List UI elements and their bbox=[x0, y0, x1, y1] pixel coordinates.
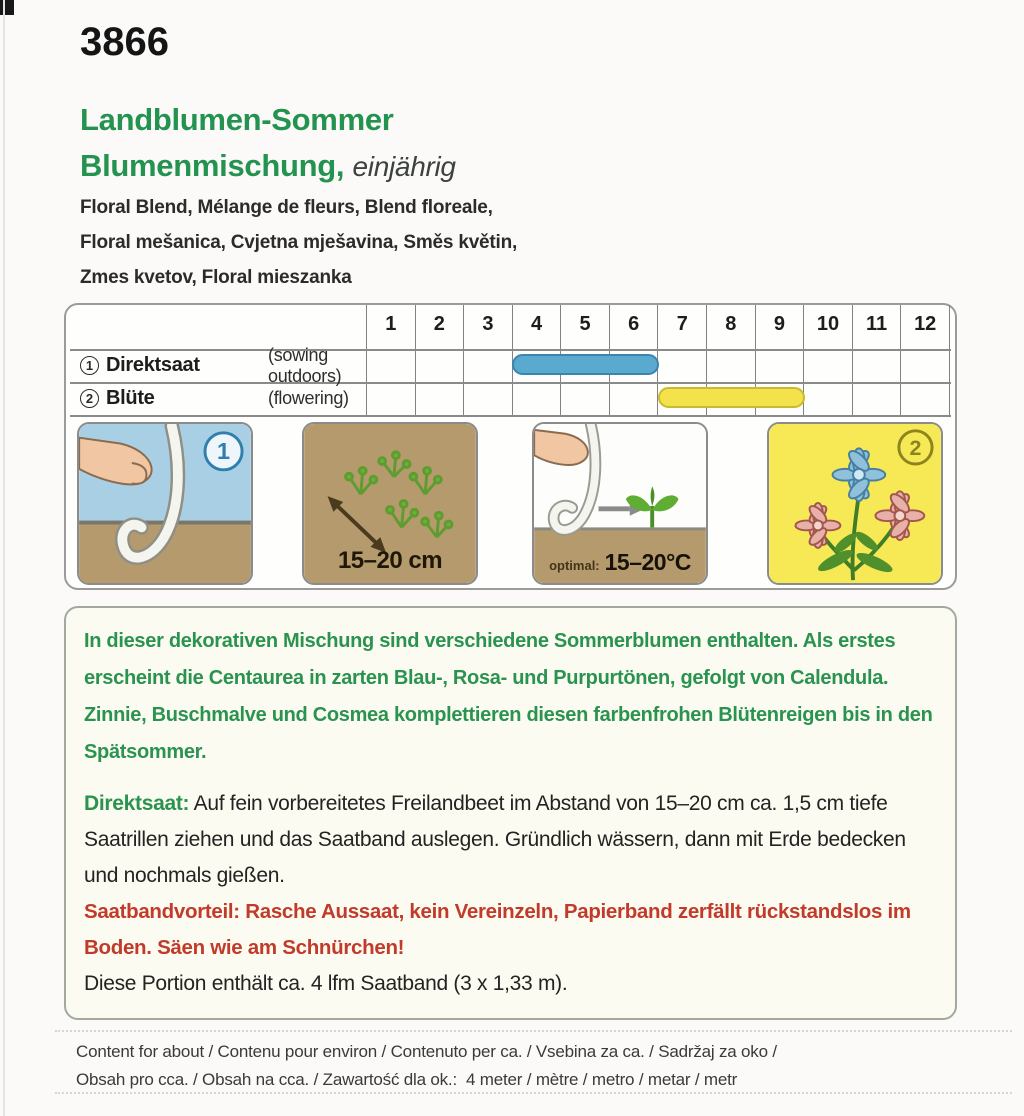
direktsaat-label: Direktsaat: bbox=[84, 792, 190, 815]
month-cell: 2 bbox=[416, 305, 465, 415]
badge-number: 1 bbox=[217, 438, 231, 465]
sowing-period-bar bbox=[512, 354, 659, 375]
perforation-line bbox=[55, 1092, 1012, 1094]
badge-number: 2 bbox=[909, 436, 922, 461]
footer-line: Obsah pro cca. / Obsah na cca. / Zawartość dla ok.: 4 meter / mètre / metro / metar / metr bbox=[76, 1070, 738, 1089]
direktsaat-text: Auf fein vorbereitetes Freilandbeet im Abstand von 15–20 cm ca. 1,5 cm tiefe Saatrillen ziehen und das Saatband auslegen. Gründlich wässern, dann mit Erde bedecken und nochmals gießen. bbox=[84, 792, 906, 887]
flowering-period-bar bbox=[658, 387, 805, 408]
seed-tape-icon bbox=[79, 424, 251, 583]
flowers-icon bbox=[769, 424, 941, 583]
month-cell: 1 bbox=[367, 305, 416, 415]
sowing-calendar bbox=[64, 303, 957, 590]
title-line2: Blumenmischung, einjährig bbox=[80, 148, 456, 183]
row-sublabel: (sowing outdoors) bbox=[268, 344, 342, 386]
month-cell: 9 bbox=[756, 305, 805, 415]
row-label: Direktsaat bbox=[106, 354, 200, 376]
mixture-description: In dieser dekorativen Mischung sind verschiedene Sommerblumen enthalten. Als erstes erscheint die Centaurea in zarten Blau-, Rosa- und Purpurtönen, gefolgt von Calendula. Zinnie, Buschmalve und Cosmea komplettieren diesen farbenfrohen Blütenreigen bis in den Spätsommer. bbox=[84, 630, 933, 763]
seed-tape-pictogram bbox=[77, 422, 253, 585]
footer-line: Content for about / Contenu pour environ / Contenuto per ca. / Vsebina za ca. / Sadržaj za oko / bbox=[76, 1042, 777, 1061]
translation-line: Zmes kvetov, Floral mieszanka bbox=[80, 267, 352, 288]
circled-1-icon: 1 bbox=[80, 356, 99, 375]
row-sublabel: (flowering) bbox=[268, 388, 349, 408]
description-box bbox=[64, 606, 957, 1020]
month-cell: 6 bbox=[610, 305, 659, 415]
perforation-line bbox=[55, 1030, 1012, 1032]
grid-line bbox=[70, 415, 951, 417]
calendar-row-bluete bbox=[80, 382, 364, 415]
month-cell: 10 bbox=[804, 305, 853, 415]
title-block bbox=[80, 100, 456, 192]
title-line1: Landblumen-Sommer bbox=[80, 102, 394, 137]
translated-names bbox=[80, 190, 517, 295]
month-cell: 8 bbox=[707, 305, 756, 415]
row-label: Blüte bbox=[106, 387, 155, 409]
content-footer bbox=[76, 1038, 777, 1094]
translation-line: Floral Blend, Mélange de fleurs, Blend floreale, bbox=[80, 197, 493, 218]
month-cell: 12 bbox=[901, 305, 950, 415]
scan-edge-line bbox=[3, 0, 5, 1116]
variety-label: einjährig bbox=[352, 151, 456, 182]
month-cell: 7 bbox=[658, 305, 707, 415]
month-cell: 3 bbox=[464, 305, 513, 415]
circled-2-icon: 2 bbox=[80, 389, 99, 408]
optimal-label: optimal: bbox=[549, 558, 600, 573]
spacing-caption: 15–20 cm bbox=[337, 547, 443, 574]
sowing-instructions bbox=[84, 786, 937, 894]
temperature-value: 15–20°C bbox=[604, 549, 691, 575]
product-code: 3866 bbox=[80, 20, 169, 64]
translation-line: Floral mešanica, Cvjetna mješavina, Směs květin, bbox=[80, 232, 518, 253]
seed-tape-advantage: Saatbandvorteil: Rasche Aussaat, kein Vereinzeln, Papierband zerfällt rückstandslos im Boden. Säen wie am Schnürchen! bbox=[84, 900, 911, 959]
spacing-pictogram bbox=[302, 422, 478, 585]
calendar-row-direktsaat bbox=[80, 344, 364, 386]
portion-info: Diese Portion enthält ca. 4 lfm Saatband (3 x 1,33 m). bbox=[84, 972, 568, 995]
month-cell: 4 bbox=[513, 305, 562, 415]
month-cell: 11 bbox=[853, 305, 902, 415]
temperature-caption bbox=[534, 549, 706, 576]
month-cell: 5 bbox=[561, 305, 610, 415]
temperature-pictogram bbox=[532, 422, 708, 585]
flowering-pictogram bbox=[767, 422, 943, 585]
